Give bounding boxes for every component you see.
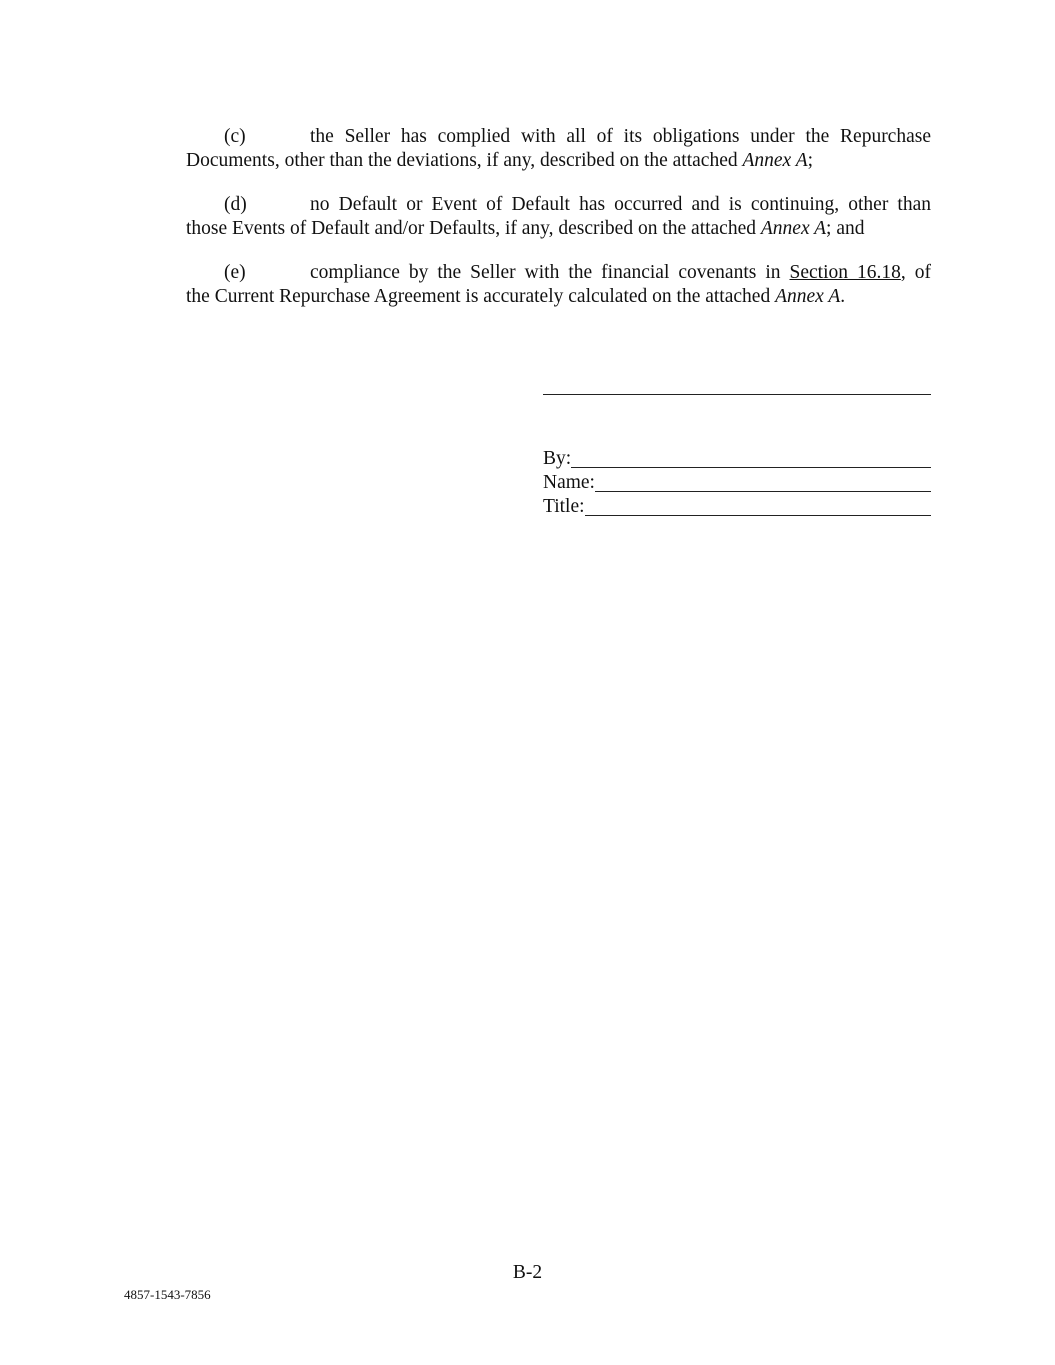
clause-text-line2: those Events of Default and/or Defaults, if any, described on the attached bbox=[186, 218, 761, 239]
clause-text-line2: the Current Repurchase Agreement is accurately calculated on the attached bbox=[186, 286, 776, 307]
annex-reference: Annex A bbox=[760, 218, 827, 239]
clause-text-end: ; bbox=[807, 150, 814, 171]
clause-number: (c) bbox=[224, 126, 246, 147]
clause-text-line1: no Default or Event of Default has occurred and is continuing, other than bbox=[310, 194, 931, 215]
signature-entity-line bbox=[543, 394, 931, 395]
clause-c bbox=[186, 125, 931, 173]
signature-name-label: Name: bbox=[543, 472, 595, 493]
clause-number: (e) bbox=[224, 262, 246, 283]
clause-text-line2: Documents, other than the deviations, if any, described on the attached bbox=[186, 150, 743, 171]
annex-reference: Annex A bbox=[742, 150, 808, 171]
page-number: B-2 bbox=[512, 1262, 543, 1283]
signature-title-line bbox=[585, 497, 931, 516]
signature-by-row bbox=[543, 446, 931, 470]
clause-d bbox=[186, 193, 931, 241]
section-reference: Section 16.18 bbox=[789, 262, 901, 283]
clause-text-segment: , of bbox=[900, 262, 931, 283]
signature-title-row bbox=[543, 494, 931, 518]
signature-by-label: By: bbox=[543, 448, 572, 469]
clause-text-end: . bbox=[840, 286, 846, 307]
clause-text-line1 bbox=[310, 261, 931, 285]
signature-by-line bbox=[571, 449, 931, 468]
clause-text-line1: the Seller has complied with all of its obligations under the Repurchase bbox=[310, 126, 931, 147]
document-id: 4857-1543-7856 bbox=[124, 1287, 211, 1302]
clause-text-end: ; and bbox=[826, 218, 865, 239]
annex-reference: Annex A bbox=[775, 286, 841, 307]
clause-text-segment: compliance by the Seller with the financial covenants in bbox=[310, 262, 790, 283]
clause-number: (d) bbox=[224, 194, 247, 215]
clause-e bbox=[186, 261, 931, 309]
signature-name-row bbox=[543, 470, 931, 494]
signature-name-line bbox=[595, 473, 931, 492]
signature-title-label: Title: bbox=[543, 496, 585, 517]
